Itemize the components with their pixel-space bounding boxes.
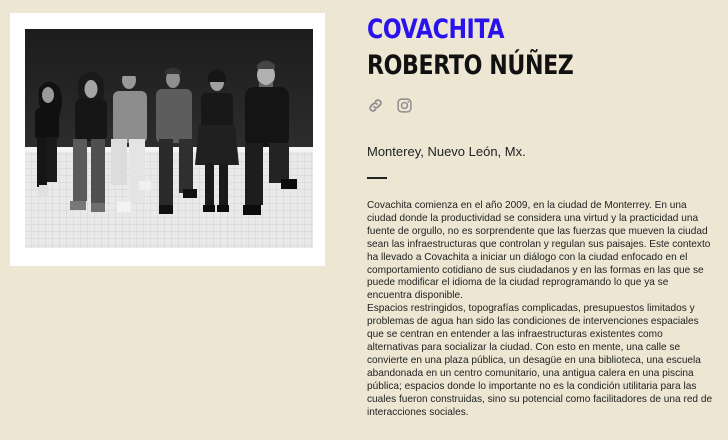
bio-text <box>367 200 715 419</box>
divider <box>367 177 387 179</box>
team-photo-image <box>25 29 313 248</box>
website-link[interactable] <box>367 97 384 114</box>
photo-frame <box>10 13 325 266</box>
person-name: ROBERTO NÚÑEZ <box>367 50 574 81</box>
instagram-icon <box>396 97 413 114</box>
location-text: Monterey, Nuevo León, Mx. <box>367 144 526 159</box>
bio-paragraph: Espacios restringidos, topografías complicadas, presupuestos limitados y problemas de agua han sido las condiciones de intervenciones espaciales que se centran en entender a las infraestructuras existentes como alternativas para socializar la ciudad. Con esto en mente, una calle se convierte en una plaza pública, un desagüe en una biblioteca, una escuela abandonada en un centro comunitario, una antigua calera en una piscina pública; espacios donde lo importante no es la condición utilitaria para las cuales fueron construidas, sino su potencial como facilitadores de una red de interacciones sociales. <box>367 303 713 418</box>
profile-panel <box>367 12 712 419</box>
team-photo <box>25 29 313 248</box>
bio-paragraph: Covachita comienza en el año 2009, en la ciudad de Monterrey. En una ciudad donde la productividad se considera una virtud y la practicidad una fuente de orgullo, no es sorprendente que las fuerzas que mueven la ciudad sean las infraestructuras que controlan y regulan sus paisajes. Este contexto ha llevado a Covachita a iniciar un diálogo con la ciudad enfocado en el comportamiento cotidiano de sus ciudadanos y en las formas en las que se puede modificar el idioma de la ciudad reprogramando lo que ya se encuentra disponible. <box>367 200 711 302</box>
link-icon <box>367 97 384 114</box>
brand-title: COVACHITA <box>367 14 505 45</box>
instagram-link[interactable] <box>396 97 413 114</box>
social-links <box>367 97 712 114</box>
